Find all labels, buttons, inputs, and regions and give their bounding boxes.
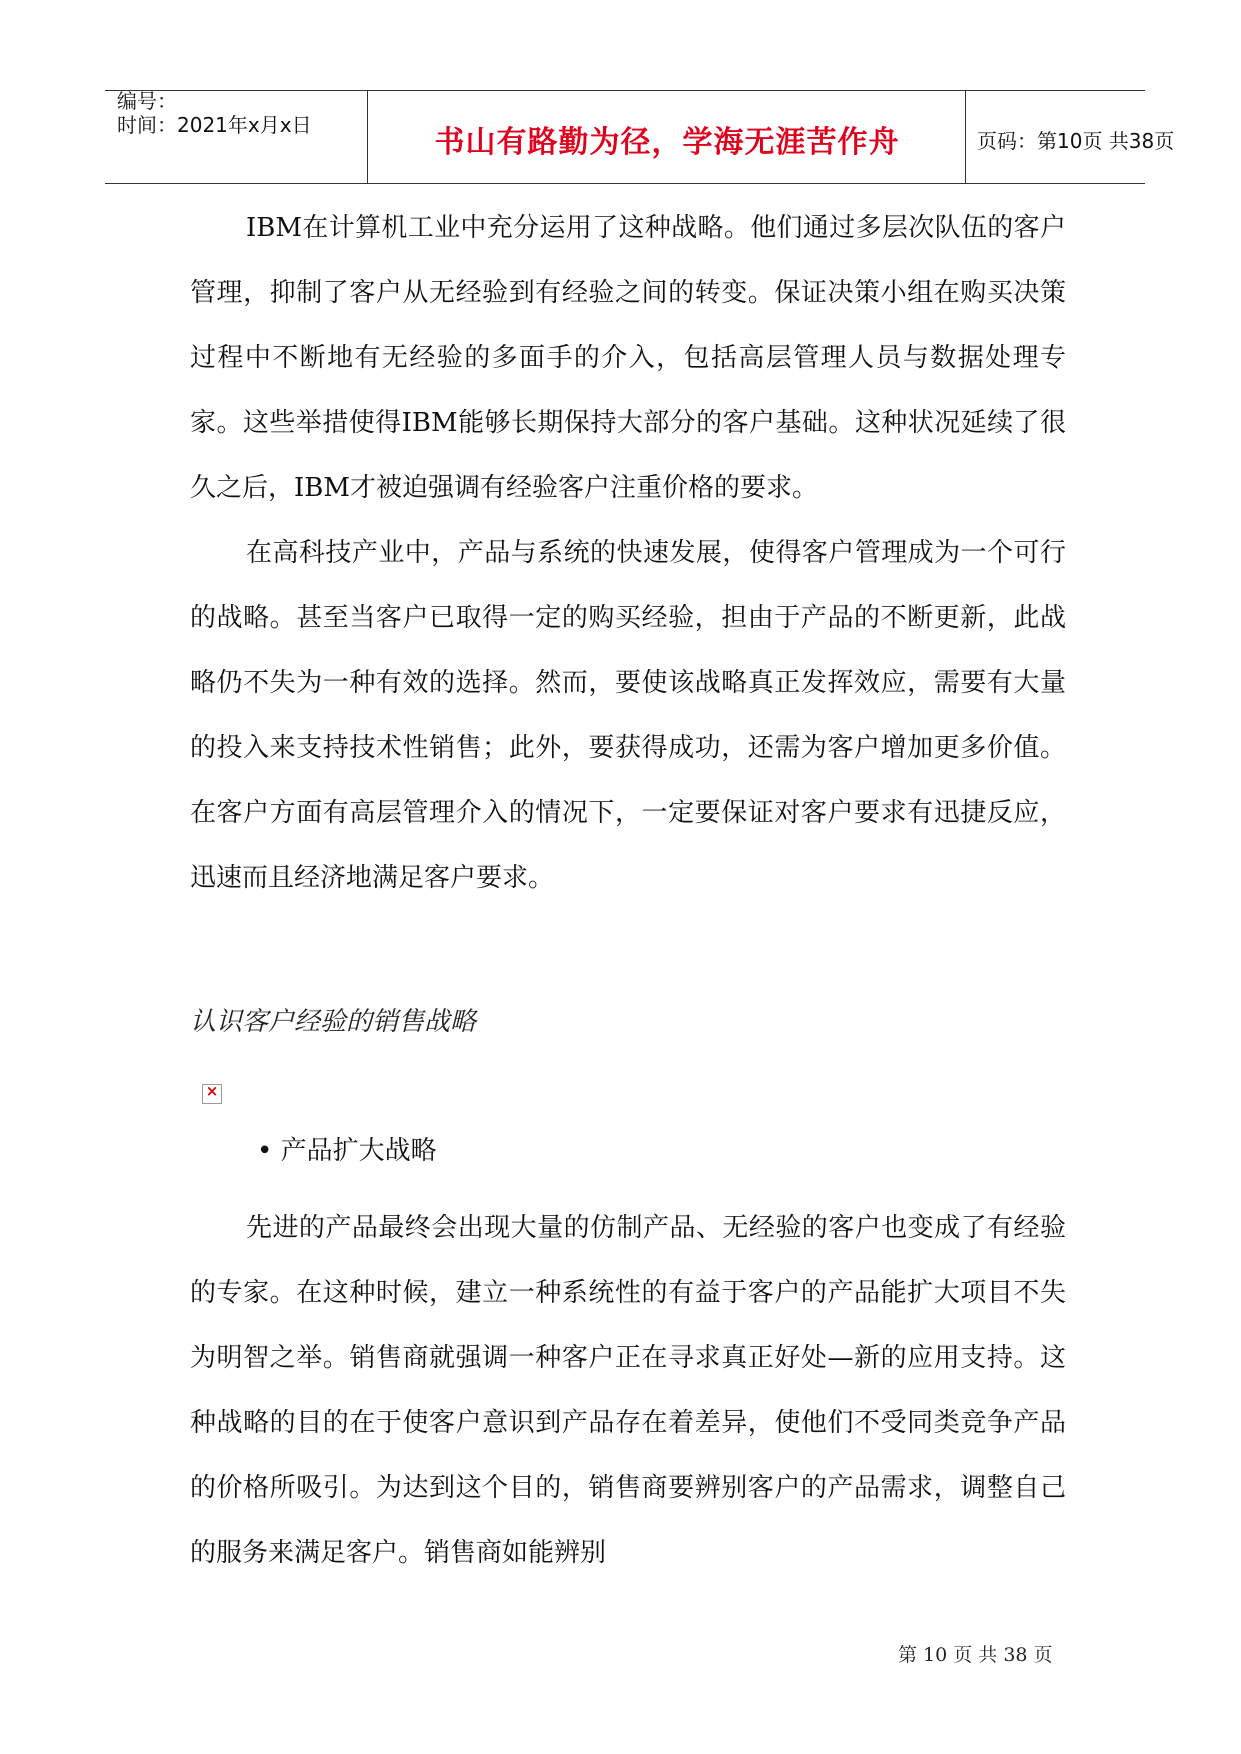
header-left-cell	[105, 91, 368, 183]
paragraph-high-tech: 在高科技产业中，产品与系统的快速发展，使得客户管理成为一个可行的战略。甚至当客户已取得一定的购买经验，担由于产品的不断更新，此战略仍不失为一种有效的选择。然而，要使该战略真正发挥效应，需要有大量的投入来支持技术性销售；此外，要获得成功，还需为客户增加更多价值。在客户方面有高层管理介入的情况下，一定要保证对客户要求有迅捷反应，迅速而且经济地满足客户要求。	[190, 538, 1066, 893]
header-page-number: 页码：第10页 共38页	[977, 129, 1175, 153]
broken-image-icon: ×	[202, 1084, 222, 1104]
bullet-item-product-expansion: • 产品扩大战略	[257, 1136, 437, 1166]
page-footer: 第 10 页 共 38 页	[898, 1644, 1053, 1666]
body-text-bottom	[190, 1196, 1066, 1586]
body-text-top	[190, 196, 1066, 911]
header-page-cell	[967, 91, 1175, 183]
paragraph-ibm: IBM在计算机工业中充分运用了这种战略。他们通过多层次队伍的客户管理，抑制了客户从无经验到有经验之间的转变。保证决策小组在购买决策过程中不断地有无经验的多面手的介入，包括高层管理人员与数据处理专家。这些举措使得IBM能够长期保持大部分的客户基础。这种状况延续了很久之后，IBM才被迫强调有经验客户注重价格的要求。	[190, 213, 1066, 503]
document-time-label: 时间：2021年x月x日	[117, 113, 312, 137]
header-motto: 书山有路勤为径，学海无涯苦作舟	[434, 125, 900, 160]
paragraph-product-expansion: 先进的产品最终会出现大量的仿制产品、无经验的客户也变成了有经验的专家。在这种时候，建立一种系统性的有益于客户的产品能扩大项目不失为明智之举。销售商就强调一种客户正在寻求真正好处—新的应用支持。这种战略的目的在于使客户意识到产品存在着差异，使他们不受同类竞争产品的价格所吸引。为达到这个目的，销售商要辨别客户的产品需求，调整自己的服务来满足客户。销售商如能辨别	[190, 1213, 1066, 1568]
page-header	[105, 89, 1175, 184]
header-motto-cell	[369, 91, 966, 183]
document-number-label: 编号：	[117, 89, 177, 113]
section-subheading: 认识客户经验的销售战略	[190, 1007, 477, 1037]
